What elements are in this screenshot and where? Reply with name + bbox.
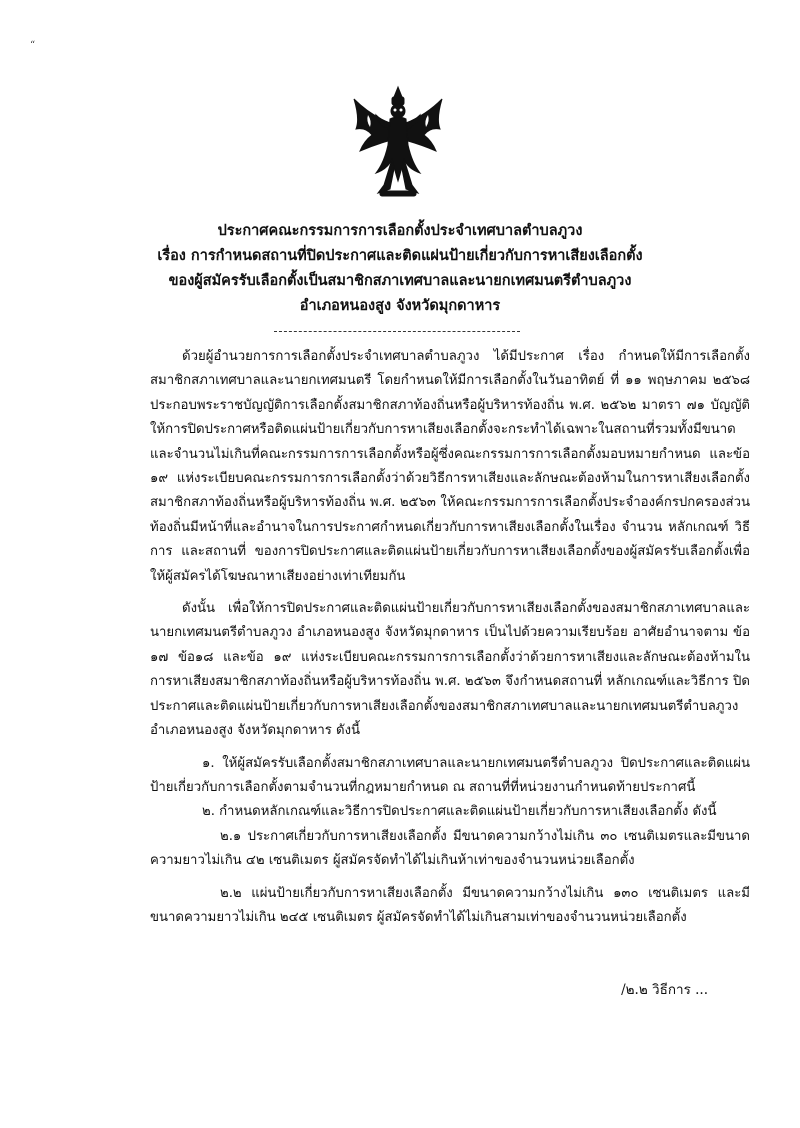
continuation-note: /๒.๒ วิธีการ ... <box>621 982 708 998</box>
clause-2-2-text: ๒.๒ แผ่นป้ายเกี่ยวกับการหาเสียงเลือกตั้ง มีขนาดความกว้างไม่เกิน ๑๓๐ เซนติเมตร และมีขนาดความยาวไม่เกิน ๒๔๕ เซนติเมตร ผู้สมัครจัดทำได้ไม่เกินสามเท่าของจำนวนหน่วยเลือกตั้ง <box>150 885 750 925</box>
paragraph-1 <box>150 345 750 589</box>
paragraph-2 <box>150 597 750 743</box>
garuda-emblem-icon <box>348 85 448 200</box>
scan-speck: “ <box>30 40 36 51</box>
header-line-1: ประกาศคณะกรรมการการเลือกตั้งประจำเทศบาลตำบลภูวง <box>217 222 583 239</box>
clause-2-2 <box>150 882 750 931</box>
separator-rule <box>274 331 520 332</box>
document-body <box>150 345 750 938</box>
paragraph-2-text: ดังนั้น เพื่อให้การปิดประกาศและติดแผ่นป้ายเกี่ยวกับการหาเสียงเลือกตั้งของสมาชิกสภาเทศบาลและนายกเทศมนตรีตำบลภูวง อำเภอหนองสูง จังหวัดมุกดาหาร เป็นไปด้วยความเรียบร้อย อาศัยอำนาจตาม ข้อ ๑๗ ข้อ๑๘ และข้อ ๑๙ แห่งระเบียบคณะกรรมการการเลือกตั้งว่าด้วยการหาเสียงและลักษณะต้องห้ามในการหาเสียงสมาชิกสภาท้องถิ่นหรือผู้บริหารท้องถิ่น พ.ศ. ๒๕๖๓ จึงกำหนดสถานที่ หลักเกณฑ์และวิธีการ ปิดประกาศและติดแผ่นป้ายเกี่ยวกับการหาเสียงเลือกตั้งของสมาชิกสภาเทศบาลและนายกเทศมนตรีตำบลภูวง อำเภอหนองสูง จังหวัดมุกดาหาร ดังนี้ <box>150 601 750 739</box>
clause-2-1 <box>150 825 750 874</box>
header-line-3: ของผู้สมัครรับเลือกตั้งเป็นสมาชิกสภาเทศบาลและนายกเทศมนตรีตำบลภูวง <box>168 272 632 289</box>
clause-1-text: ๑. ให้ผู้สมัครรับเลือกตั้งสมาชิกสภาเทศบาลและนายกเทศมนตรีตำบลภูวง ปิดประกาศและติดแผ่นป้ายเกี่ยวกับการเลือกตั้งตามจำนวนที่กฎหมายกำหนด ณ สถานที่ที่หน่วยงานกำหนดท้ายประกาศนี้ <box>150 755 750 795</box>
header-line-4: อำเภอหนองสูง จังหวัดมุกดาหาร <box>299 297 501 314</box>
announcement-header <box>0 218 800 318</box>
clause-2 <box>150 800 750 824</box>
clause-2-text: ๒. กำหนดหลักเกณฑ์และวิธีการปิดประกาศและติดแผ่นป้ายเกี่ยวกับการหาเสียงเลือกตั้ง ดังนี้ <box>202 804 717 820</box>
header-line-2: เรื่อง การกำหนดสถานที่ปิดประกาศและติดแผ่นป้ายเกี่ยวกับการหาเสียงเลือกตั้ง <box>157 247 643 264</box>
clause-1 <box>150 752 750 801</box>
paragraph-1-text: ด้วยผู้อำนวยการการเลือกตั้งประจำเทศบาลตำบลภูวง ได้มีประกาศ เรื่อง กำหนดให้มีการเลือกตั้งสมาชิกสภาเทศบาลและนายกเทศมนตรี โดยกำหนดให้มีการเลือกตั้งในวันอาทิตย์ ที่ ๑๑ พฤษภาคม ๒๕๖๘ ประกอบพระราชบัญญัติการเลือกตั้งสมาชิกสภาท้องถิ่นหรือผู้บริหารท้องถิ่น พ.ศ. ๒๕๖๒ มาตรา ๗๑ บัญญัติให้การปิดประกาศหรือติดแผ่นป้ายเกี่ยวกับการหาเสียงเลือกตั้งจะกระทำได้เฉพาะในสถานที่รวมทั้งมีขนาดและจำนวนไม่เกินที่คณะกรรมการการเลือกตั้งหรือผู้ซึ่งคณะกรรมการการเลือกตั้งมอบหมายกำหนด และข้อ ๑๙ แห่งระเบียบคณะกรรมการการเลือกตั้งว่าด้วยวิธีการหาเสียงและลักษณะต้องห้ามในการหาเสียงเลือกตั้งสมาชิกสภาท้องถิ่นหรือผู้บริหารท้องถิ่น พ.ศ. ๒๕๖๓ ให้คณะกรรมการการเลือกตั้งประจำองค์กรปกครองส่วนท้องถิ่นมีหน้าที่และอำนาจในการประกาศกำหนดเกี่ยวกับการหาเสียงเลือกตั้งในเรื่อง จำนวน หลักเกณฑ์ วิธีการ และสถานที่ ของการปิดประกาศและติดแผ่นป้ายเกี่ยวกับการหาเสียงเลือกตั้งของผู้สมัครรับเลือกตั้งเพื่อให้ผู้สมัครได้โฆษณาหาเสียงอย่างเท่าเทียมกัน <box>150 349 750 584</box>
clause-2-1-text: ๒.๑ ประกาศเกี่ยวกับการหาเสียงเลือกตั้ง มีขนาดความกว้างไม่เกิน ๓๐ เซนติเมตรและมีขนาดความยาวไม่เกิน ๔๒ เซนติเมตร ผู้สมัครจัดทำได้ไม่เกินห้าเท่าของจำนวนหน่วยเลือกตั้ง <box>150 828 750 869</box>
